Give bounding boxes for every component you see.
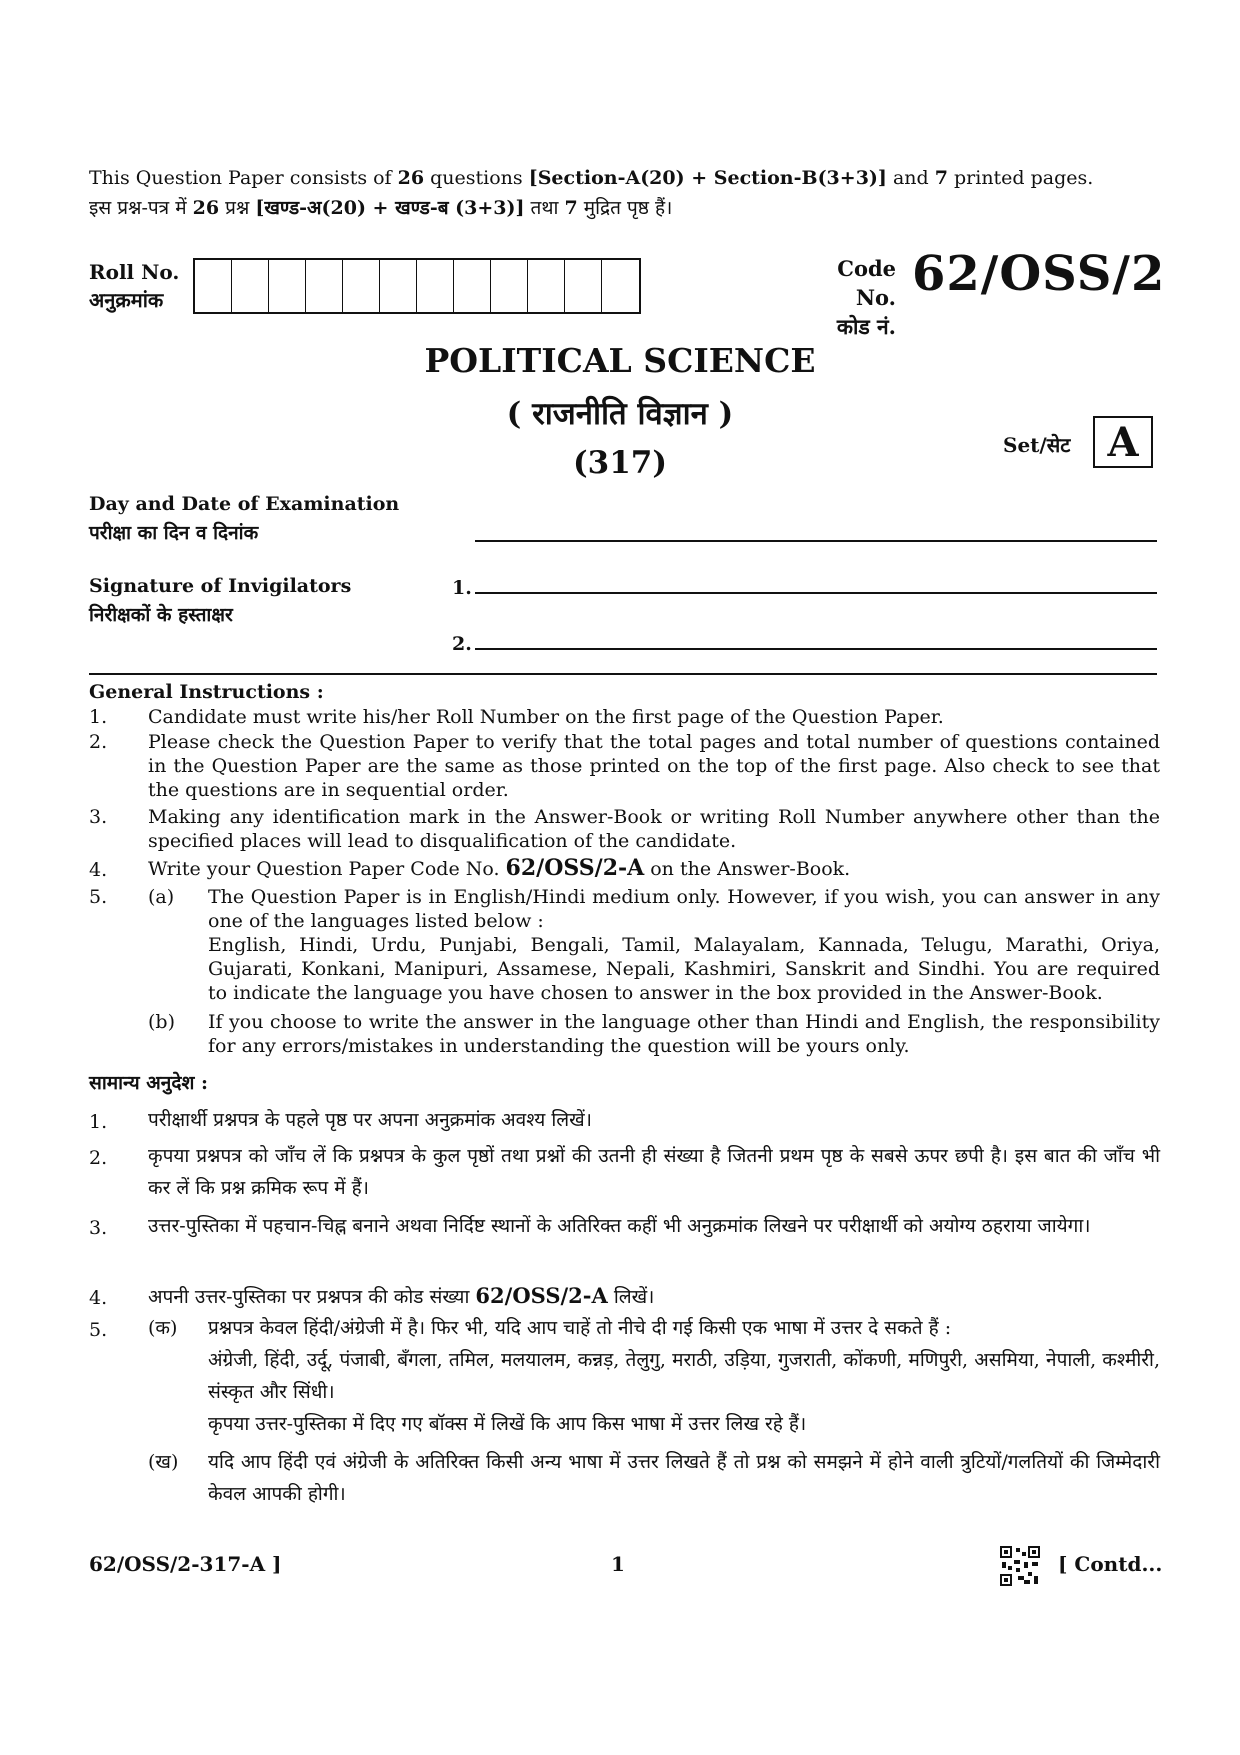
hindi-instruction-2: कृपया प्रश्नपत्र को जाँच लें कि प्रश्नपत्र के कुल पृष्ठों तथा प्रश्नों की उतनी ही संख्या है जितनी प्रथम पृष्ठ के सबसे ऊपर छपी है। इस बात की जाँच भी कर लें कि प्रश्न क्रमिक रूप में हैं। xyxy=(148,1145,1160,1199)
page-number: 1 xyxy=(611,1552,625,1576)
roll-number-box[interactable] xyxy=(306,260,343,312)
qr-code-icon xyxy=(1000,1546,1040,1586)
hindi-instruction-1: परीक्षार्थी प्रश्नपत्र के पहले पृष्ठ पर अपना अनुक्रमांक अवश्य लिखें। xyxy=(148,1109,592,1131)
roll-number-box[interactable] xyxy=(602,260,639,312)
subject-title-hi: ( राजनीति विज्ञान ) xyxy=(506,396,734,432)
invigilator-2-line[interactable] xyxy=(475,648,1157,650)
roll-number-box[interactable] xyxy=(528,260,565,312)
subject-title-en: POLITICAL SCIENCE xyxy=(424,341,816,380)
continued-label: [ Contd... xyxy=(1058,1552,1163,1576)
set-label: Set/सेट xyxy=(1003,433,1071,457)
roll-number-box[interactable] xyxy=(417,260,454,312)
set-box: A xyxy=(1093,416,1153,468)
header-divider xyxy=(89,673,1157,675)
instruction-1: Candidate must write his/her Roll Number on the first page of the Question Paper. xyxy=(148,706,944,728)
invigilator-1-line[interactable] xyxy=(475,592,1157,594)
hindi-instruction-4: अपनी उत्तर-पुस्तिका पर प्रश्नपत्र की कोड संख्या 62/OSS/2-A लिखें। xyxy=(148,1283,655,1308)
roll-number-box[interactable] xyxy=(269,260,306,312)
subject-code: (317) xyxy=(572,445,668,481)
code-number-label: Code No. कोड नं. xyxy=(836,256,896,339)
general-instructions-heading: General Instructions : xyxy=(89,681,324,703)
invigilator-1-number: 1. xyxy=(452,577,472,599)
footer-paper-code: 62/OSS/2-317-A ] xyxy=(89,1552,282,1576)
consists-line-en: This Question Paper consists of 26 questions [Section-A(20) + Section-B(3+3)] and 7 printed pages. xyxy=(89,167,1094,189)
exam-date-line[interactable] xyxy=(475,540,1157,542)
roll-number-box[interactable] xyxy=(343,260,380,312)
roll-number-box[interactable] xyxy=(491,260,528,312)
instruction-3: Making any identification mark in the Answer-Book or writing Roll Number anywhere other than the specified places will lead to disqualification of the candidate. xyxy=(148,806,1160,852)
roll-number-boxes[interactable] xyxy=(193,258,641,314)
roll-number-box[interactable] xyxy=(454,260,491,312)
roll-number-box[interactable] xyxy=(232,260,269,312)
roll-number-box[interactable] xyxy=(380,260,417,312)
roll-number-box[interactable] xyxy=(565,260,602,312)
code-number: 62/OSS/2 xyxy=(912,246,1166,302)
instruction-5b: If you choose to write the answer in the language other than Hindi and English, the responsibility for any errors/mistakes in understanding the question will be yours only. xyxy=(208,1011,1160,1057)
invigilator-2-number: 2. xyxy=(452,633,472,655)
hindi-instructions-heading: सामान्य अनुदेश : xyxy=(89,1072,208,1094)
instruction-4: Write your Question Paper Code No. 62/OSS/2-A on the Answer-Book. xyxy=(148,855,851,881)
roll-number-box[interactable] xyxy=(195,260,232,312)
hindi-instruction-3: उत्तर-पुस्तिका में पहचान-चिह्न बनाने अथवा निर्दिष्ट स्थानों के अतिरिक्त कहीं भी अनुक्रमांक लिखने पर परीक्षार्थी को अयोग्य ठहराया जायेगा। xyxy=(148,1215,1091,1237)
consists-line-hi: इस प्रश्न-पत्र में 26 प्रश्न [खण्ड-अ(20) + खण्ड-ब (3+3)] तथा 7 मुद्रित पृष्ठ हैं। xyxy=(89,197,673,219)
hindi-instruction-5b: यदि आप हिंदी एवं अंग्रेजी के अतिरिक्त किसी अन्य भाषा में उत्तर लिखते हैं तो प्रश्न को समझने में होने वाली त्रुटियों/गलतियों की जिम्मेदारी केवल आपकी होगी। xyxy=(208,1451,1160,1505)
roll-number-label: Roll No. अनुक्रमांक xyxy=(89,260,180,312)
invigilators-label: Signature of Invigilators निरीक्षकों के हस्ताक्षर xyxy=(89,575,352,626)
instruction-2: Please check the Question Paper to verify that the total pages and total number of questions contained in the Question Paper are the same as those printed on the top of the first page. Also check to see that the questions are in sequential order. xyxy=(148,731,1160,801)
exam-date-label: Day and Date of Examination परीक्षा का दिन व दिनांक xyxy=(89,493,400,544)
instruction-5a: The Question Paper is in English/Hindi medium only. However, if you wish, you can answer in any one of the languages listed below : English, Hindi, Urdu, Punjabi, Bengali, Tamil, Malayalam, Kannada, Telugu, Marathi, Oriya, Gujarati, Konkani, Manipuri, Assamese, Nepali, Kashmiri, Sanskrit and Sindhi. You are required to indicate the language you have chosen to answer in the box provided in the Answer-Book. xyxy=(208,886,1160,1004)
hindi-instruction-5a: प्रश्नपत्र केवल हिंदी/अंग्रेजी में है। फिर भी, यदि आप चाहें तो नीचे दी गई किसी एक भाषा में उत्तर दे सकते हैं : अंग्रेजी, हिंदी, उर्दू, पंजाबी, बँगला, तमिल, मलयालम, कन्नड़, तेलुगु, मराठी, उड़िया, गुजराती, कोंकणी, मणिपुरी, असमिया, नेपाली, कश्मीरी, संस्कृत और सिंधी। कृपया उत्तर-पुस्तिका में दिए गए बॉक्स में लिखें कि आप किस भाषा में उत्तर लिख रहे हैं। xyxy=(208,1317,1160,1435)
question-paper-page: This Question Paper consists of 26 questions [Section-A(20) + Section-B(3+3)] and 7 printed pages. इस प्रश्न-पत्र में 26 प्रश्न [खण्ड-अ(20) + खण्ड-ब (3+3)] तथा 7 मुद्रित पृष्ठ हैं। Roll No. अनुक्रमांक Code No. कोड नं. 62/OSS/2 POLITICAL SCIENCE ( राजनीति विज्ञान ) (317) Set/सेट A Day and Date of Examination परीक्षा का दिन व दिनांक Signature of Invigilators निरीक्षकों के हस्ताक्षर 1. 2. General Instructions : 1. Candidate must write his/her Roll Number on the first page of the Question Paper. 2. Please check the Question Paper to verify that the total pages and total number of questions contained in the Question Paper are the same as those printed on the top of the first page. Also check to see that the questions are in sequential order. 3. Making any identification mark in the Answer-Book or writing Roll Number anywhere other than the specified places will lead to disqualification of the candidate. 4. Write your Question Paper Code No. 62/OSS/2-A on the Answer-Book. 5. (a) The Question Paper is in English/Hindi medium only. However, if you wish, you can answer in any one of the languages listed below : English, Hindi, Urdu, Punjabi, Bengali, Tamil, Malayalam, Kannada, Telugu, Marathi, Oriya, Gujarati, Konkani, Manipuri, Assamese, Nepali, Kashmiri, Sanskrit and Sindhi. You are required to indicate the language you have chosen to answer in the box provided in the Answer-Book. (b) If you choose to write the answer in the language other than Hindi and English, the responsibility for any errors/mistakes in understanding the question will be yours only. सामान्य अनुदेश : 1. परीक्षार्थी प्रश्नपत्र के पहले पृष्ठ पर अपना अनुक्रमांक अवश्य लिखें। 2. कृपया प्रश्नपत्र को जाँच लें कि प्रश्नपत्र के कुल पृष्ठों तथा प्रश्नों की उतनी ही संख्या है जितनी प्रथम पृष्ठ के सबसे ऊपर छपी है। इस बात की जाँच भी कर लें कि प्रश्न क्रमिक रूप में हैं। 3. उत्तर-पुस्तिका में पहचान-चिह्न बनाने अथवा निर्दिष्ट स्थानों के अतिरिक्त कहीं भी अनुक्रमांक लिखने पर परीक्षार्थी को अयोग्य ठहराया जायेगा। 4. अपनी उत्तर-पुस्तिका पर प्रश्नपत्र की कोड संख्या 62/OSS/2-A लिखें। 5. (क) प्रश्नपत्र केवल हिंदी/अंग्रेजी में है। फिर भी, यदि आप चाहें तो नीचे दी गई किसी एक भाषा में उत्तर दे सकते हैं : अंग्रेजी, हिंदी, उर्दू, पंजाबी, बँगला, तमिल, मलयालम, कन्नड़, तेलुगु, मराठी, उड़िया, गुजराती, कोंकणी, मणिपुरी, असमिया, नेपाली, कश्मीरी, संस्कृत और सिंधी। कृपया उत्तर-पुस्तिका में दिए गए बॉक्स में लिखें कि आप किस भाषा में उत्तर लिख रहे हैं। (ख) यदि आप हिंदी एवं अंग्रेजी के अतिरिक्त किसी अन्य भाषा में उत्तर लिखते हैं तो प्रश्न को समझने में होने वाली त्रुटियों/गलतियों की जिम्मेदारी केवल आपकी होगी। 62/OSS/2-317-A ] 1 [ Contd... xyxy=(0,0,1240,1755)
